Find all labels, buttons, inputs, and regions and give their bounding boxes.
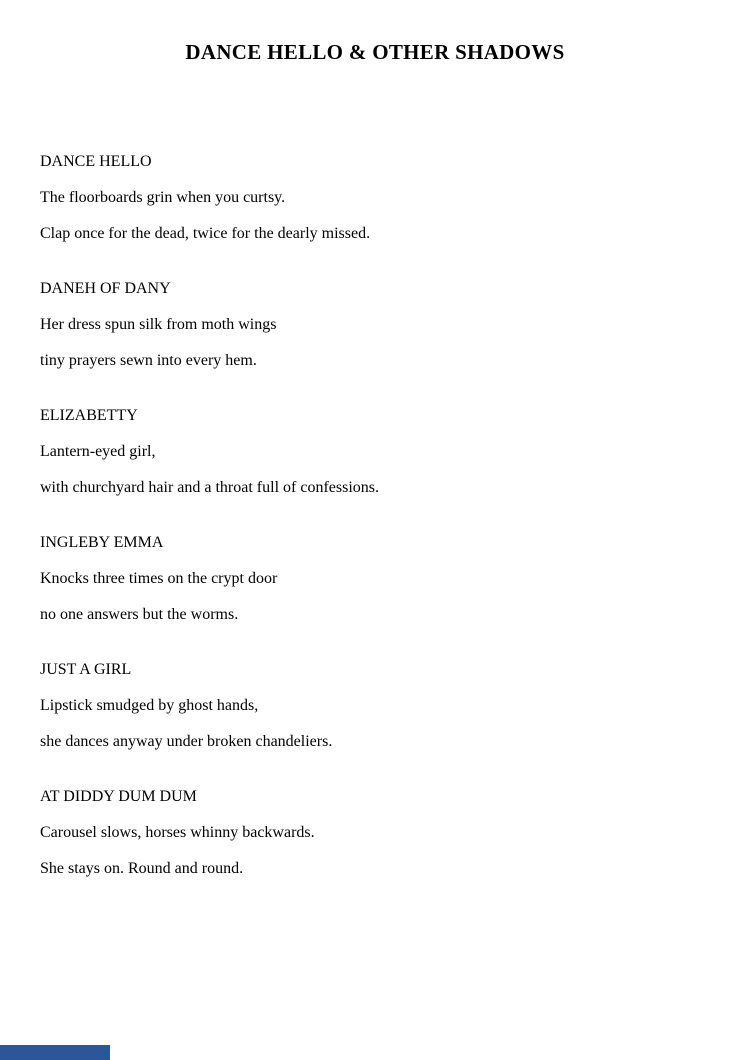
poem-line: The floorboards grin when you curtsy.	[40, 189, 286, 206]
poem-line: Knocks three times on the crypt door	[40, 570, 278, 587]
poem-line: no one answers but the worms.	[40, 606, 239, 623]
poem-heading: DANCE HELLO	[40, 153, 152, 170]
poem-section	[40, 152, 710, 244]
poem-section	[40, 406, 710, 498]
poem-line: Carousel slows, horses whinny backwards.	[40, 824, 315, 841]
poem-line: Her dress spun silk from moth wings	[40, 316, 277, 333]
poem-heading: AT DIDDY DUM DUM	[40, 788, 197, 805]
poem-section	[40, 660, 710, 752]
poem-line: with churchyard hair and a throat full of confessions.	[40, 479, 380, 496]
poem-section	[40, 279, 710, 371]
poem-section	[40, 787, 710, 879]
poem-line: tiny prayers sewn into every hem.	[40, 352, 257, 369]
poem-line: She stays on. Round and round.	[40, 860, 244, 877]
poem-heading: DANEH OF DANY	[40, 280, 171, 297]
poem-heading: JUST A GIRL	[40, 661, 132, 678]
poem-heading: INGLEBY EMMA	[40, 534, 164, 551]
poem-heading: ELIZABETTY	[40, 407, 138, 424]
poem-line: Lantern-eyed girl,	[40, 443, 156, 460]
poems-container	[0, 152, 750, 879]
document-title: DANCE HELLO & OTHER SHADOWS	[185, 40, 565, 64]
poem-line: Lipstick smudged by ghost hands,	[40, 697, 259, 714]
status-bar-fragment	[0, 1045, 110, 1060]
poem-line: Clap once for the dead, twice for the dearly missed.	[40, 225, 371, 242]
poem-section	[40, 533, 710, 625]
poem-line: she dances anyway under broken chandeliers.	[40, 733, 333, 750]
